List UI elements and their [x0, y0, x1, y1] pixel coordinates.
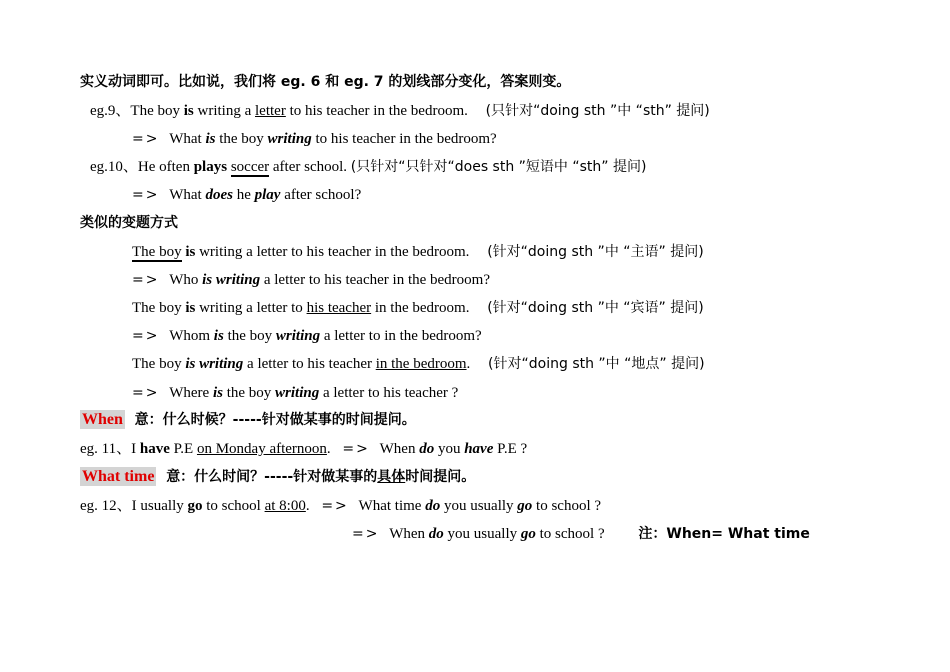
var1-ans-a: Who: [169, 272, 203, 288]
ex12-underlined-time: at 8:00: [264, 498, 306, 514]
ex12-alt-c: you usually: [443, 526, 521, 542]
arrow-icon: =>: [132, 385, 160, 401]
ex12-end: .: [305, 498, 310, 514]
example-10: [90, 157, 646, 177]
var1-note: (针对“doing sth ”中 “主语” 提问): [487, 244, 704, 260]
variant-object-answer: [132, 326, 482, 346]
ex11-end: .: [326, 441, 331, 457]
var3-prefix: The boy: [132, 356, 186, 372]
var2-ans-rest: a letter to in the bedroom?: [320, 328, 482, 344]
var3-ans-rest: a letter to his teacher ?: [319, 385, 459, 401]
when-meaning: 意：什么时候？-----针对做某事的时间提问。: [134, 412, 416, 428]
var2-verb: is: [185, 300, 196, 316]
ex12-alt-a: When: [389, 526, 429, 542]
ex9-ans-c: the boy: [215, 131, 268, 147]
var1-ans-rest: a letter to his teacher in the bedroom?: [260, 272, 491, 288]
ex11-underlined-time: on Monday afternoon: [196, 441, 327, 457]
var2-mid: writing a letter to: [195, 300, 307, 316]
arrow-icon: =>: [132, 187, 160, 203]
what-time-meaning-end: 时间提问。: [405, 469, 476, 485]
var3-underlined-place: in the bedroom: [375, 356, 467, 372]
example-11: [80, 439, 527, 459]
var3-note: (针对“doing sth ”中 “地点” 提问): [488, 356, 705, 372]
variant-subject-answer: [132, 270, 490, 290]
arrow-icon: =>: [352, 526, 380, 542]
var2-underlined-object: his teacher: [306, 300, 372, 316]
variant-place-answer: [132, 383, 458, 403]
var1-rest: writing a letter to his teacher in the bedroom.: [195, 244, 470, 260]
what-time-highlight: What time: [82, 468, 155, 485]
var3-end: .: [466, 356, 471, 372]
ex12-verb: go: [187, 498, 203, 514]
example-12-alt-answer: [352, 524, 810, 544]
ex10-ans-rest: after school?: [280, 187, 362, 203]
ex11-ans-aux: do: [419, 441, 435, 457]
ex9-ans-aux: is: [205, 131, 216, 147]
arrow-icon: =>: [132, 328, 160, 344]
ex9-ans-verb: writing: [267, 131, 312, 147]
var2-ans-c: the boy: [223, 328, 276, 344]
var3-mid: a letter to his teacher: [243, 356, 376, 372]
ex12-ans-a: What time: [358, 498, 426, 514]
ex10-underlined-object: soccer: [230, 159, 270, 175]
example-9: [90, 101, 710, 121]
example-12: [80, 496, 601, 516]
var3-ans-a: Where: [169, 385, 213, 401]
ex12-alt-aux: do: [428, 526, 444, 542]
variant-object: [132, 298, 704, 318]
ex10-ans-c: he: [232, 187, 255, 203]
what-time-specific: 具体: [377, 469, 406, 485]
var3-ans-verb: writing: [275, 385, 320, 401]
ex9-underlined-object: letter: [255, 103, 286, 119]
ex12-ans-rest: to school ?: [532, 498, 602, 514]
var2-ans-a: Whom: [169, 328, 214, 344]
ex12-alt-verb: go: [520, 526, 536, 542]
ex10-ans-a: What: [169, 187, 206, 203]
ex10-verb: plays: [193, 159, 228, 175]
intro-text: 实义动词即可。比如说，我们将 eg. 6 和 eg. 7 的划线部分变化，答案则变。: [80, 74, 571, 90]
equivalence-note: 注：When= What time: [638, 526, 810, 542]
var1-ans-verb: is writing: [202, 272, 261, 288]
example-9-answer: [132, 129, 497, 149]
ex12-alt-rest: to school ?: [535, 526, 605, 542]
var3-verb: is writing: [185, 356, 244, 372]
arrow-icon: =>: [132, 131, 160, 147]
arrow-icon: =>: [132, 272, 160, 288]
variant-subject: [132, 242, 704, 262]
ex12-ans-aux: do: [425, 498, 441, 514]
var3-ans-aux: is: [212, 385, 223, 401]
ex12-mid: to school: [202, 498, 265, 514]
example-10-answer: [132, 185, 361, 205]
when-highlight: When: [82, 411, 123, 428]
var1-verb: is: [185, 244, 196, 260]
var2-note: (针对“doing sth ”中 “宾语” 提问): [487, 300, 704, 316]
section-heading: [80, 213, 178, 233]
similar-variants-heading: 类似的变题方式: [80, 215, 178, 231]
ex11-prefix: eg. 11、I: [80, 441, 140, 457]
what-time-meaning: 意：什么时间？-----针对做某事的: [166, 469, 378, 485]
ex11-ans-verb: have: [464, 441, 494, 457]
variant-place: [132, 354, 705, 374]
what-time-definition: [80, 467, 475, 487]
var2-ans-verb: writing: [275, 328, 321, 344]
ex9-verb: is: [183, 103, 194, 119]
ex10-rest: after school.: [269, 159, 351, 175]
ex12-ans-verb: go: [517, 498, 533, 514]
ex10-note: (只针对“只针对“does sth ”短语中 “sth” 提问): [350, 159, 647, 175]
when-definition: [80, 410, 416, 430]
ex11-verb: have: [139, 441, 170, 457]
ex11-ans-c: you: [434, 441, 465, 457]
var2-prefix: The boy: [132, 300, 186, 316]
ex11-ans-rest: P.E ?: [493, 441, 528, 457]
arrow-icon: =>: [321, 498, 349, 514]
ex11-ans-a: When: [379, 441, 420, 457]
ex9-rest: to his teacher in the bedroom.: [285, 103, 468, 119]
var1-subject: The boy: [132, 244, 182, 260]
intro-line: [80, 72, 570, 92]
ex10-prefix: eg.10、He often: [90, 159, 194, 175]
ex11-mid: P.E: [169, 441, 197, 457]
ex9-ans-rest: to his teacher in the bedroom?: [311, 131, 497, 147]
var3-ans-c: the boy: [222, 385, 276, 401]
ex10-ans-aux: does: [205, 187, 233, 203]
ex9-mid: writing a: [193, 103, 255, 119]
arrow-icon: =>: [342, 441, 370, 457]
ex12-ans-c: you usually: [440, 498, 518, 514]
ex10-ans-verb: play: [254, 187, 281, 203]
var2-rest: in the bedroom.: [371, 300, 470, 316]
var2-ans-aux: is: [213, 328, 224, 344]
ex12-prefix: eg. 12、I usually: [80, 498, 188, 514]
ex9-ans-a: What: [169, 131, 206, 147]
ex9-note: (只针对“doing sth ”中 “sth” 提问): [485, 103, 710, 119]
ex9-prefix: eg.9、The boy: [90, 103, 184, 119]
